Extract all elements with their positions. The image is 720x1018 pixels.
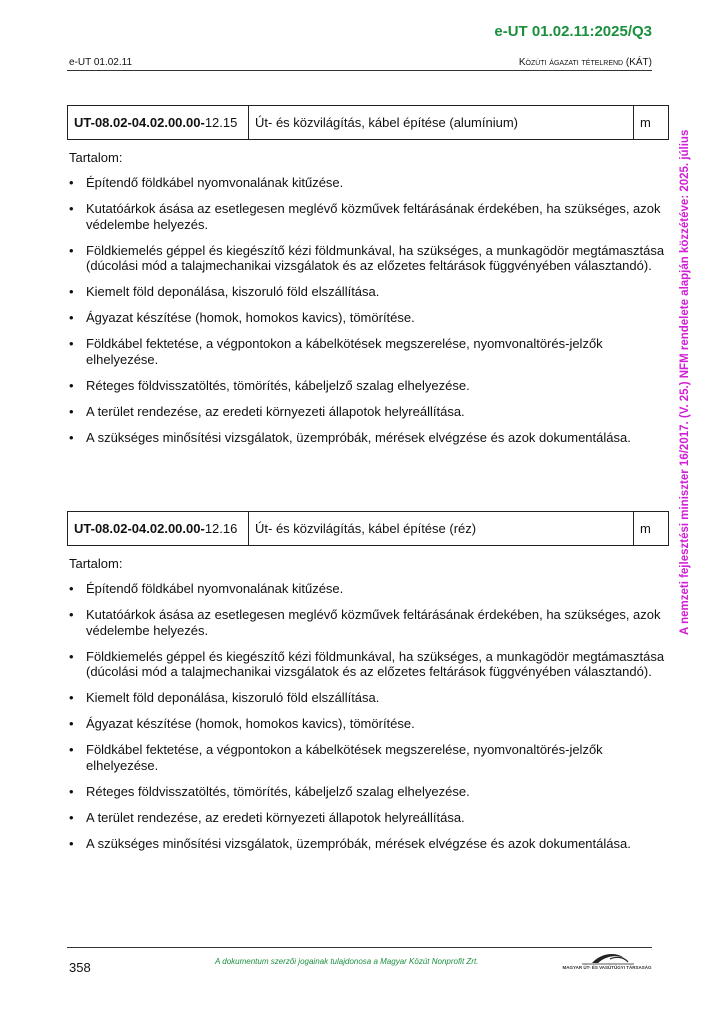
list-item bbox=[67, 690, 666, 706]
item-unit: m bbox=[634, 106, 669, 140]
list-item-text: A szükséges minősítési vizsgálatok, üzempróbák, mérések elvégzése és azok dokumentálása. bbox=[86, 835, 631, 851]
list-item bbox=[67, 201, 666, 232]
item-title: Út- és közvilágítás, kábel építése (réz) bbox=[249, 512, 634, 546]
contents-list bbox=[67, 175, 671, 445]
side-publication-note: A nemzeti fejlesztési miniszter 16/2017. (V. 25.) NFM rendelete alapján közzétéve: 2025. július bbox=[679, 129, 691, 635]
item-code-cell bbox=[68, 512, 249, 546]
bullet-dot-icon: • bbox=[69, 690, 74, 705]
list-item bbox=[67, 742, 666, 773]
list-item-text: A terület rendezése, az eredeti környezeti állapotok helyreállítása. bbox=[86, 403, 465, 419]
running-header-left: e-UT 01.02.11 bbox=[69, 57, 133, 68]
bullet-dot-icon: • bbox=[69, 783, 74, 799]
bullet-dot-icon: • bbox=[69, 607, 74, 622]
logo-label: MAGYAR ÚT- ÉS VASÚTÜGYI TÁRSASÁG bbox=[562, 965, 652, 970]
item-code-cell bbox=[68, 106, 249, 140]
contents-label: Tartalom: bbox=[69, 150, 123, 165]
page-number: 358 bbox=[69, 960, 91, 975]
bullet-dot-icon: • bbox=[69, 742, 74, 757]
item-code-suffix: 12.15 bbox=[204, 115, 238, 130]
bullet-dot-icon: • bbox=[69, 716, 74, 731]
item-title: Út- és közvilágítás, kábel építése (alumínium) bbox=[249, 106, 634, 140]
header-divider bbox=[67, 70, 652, 71]
list-item bbox=[67, 336, 666, 367]
list-item bbox=[67, 649, 666, 680]
list-item bbox=[67, 810, 666, 826]
list-item bbox=[67, 836, 666, 852]
bullet-dot-icon: • bbox=[69, 175, 74, 190]
bullet-dot-icon: • bbox=[69, 242, 74, 258]
list-item bbox=[67, 430, 666, 446]
item-code-suffix: 12.16 bbox=[204, 521, 238, 536]
list-item-text: Földkábel fektetése, a végpontokon a kábelkötések megszerelése, nyomvonaltörés-jelzők elhelyezése. bbox=[86, 336, 603, 367]
bullet-dot-icon: • bbox=[69, 403, 74, 419]
list-item-text: Földkiemelés géppel és kiegészítő kézi földmunkával, ha szükséges, a munkagödör megtámasztása (dúcolási mód a talajmechanikai vizsgálatok és az előzetes feltárások függvényében választandó). bbox=[86, 648, 665, 679]
list-item-text: Réteges földvisszatöltés, tömörítés, kábeljelző szalag elhelyezése. bbox=[86, 377, 470, 393]
list-item-text: Építendő földkábel nyomvonalának kitűzése. bbox=[86, 175, 344, 190]
item-block bbox=[67, 105, 671, 456]
list-item bbox=[67, 607, 666, 638]
list-item bbox=[67, 581, 666, 597]
bullet-dot-icon: • bbox=[69, 310, 74, 325]
running-header-right: Közúti ágazati tételrend (KÁT) bbox=[518, 57, 652, 68]
copyright-notice: A dokumentum szerzői jogainak tulajdonosa a Magyar Közút Nonprofit Zrt. bbox=[215, 957, 479, 966]
bullet-dot-icon: • bbox=[69, 377, 74, 393]
list-item bbox=[67, 404, 666, 420]
list-item-text: Ágyazat készítése (homok, homokos kavics), tömörítése. bbox=[86, 716, 415, 731]
bullet-dot-icon: • bbox=[69, 284, 74, 299]
contents-label: Tartalom: bbox=[69, 556, 123, 571]
bullet-dot-icon: • bbox=[69, 336, 74, 351]
list-item-text: Építendő földkábel nyomvonalának kitűzése. bbox=[86, 581, 344, 596]
list-item-text: Földkábel fektetése, a végpontokon a kábelkötések megszerelése, nyomvonaltörés-jelzők elhelyezése. bbox=[86, 742, 603, 773]
item-unit: m bbox=[634, 512, 669, 546]
item-code-table bbox=[67, 105, 669, 140]
item-code-prefix: UT-08.02-04.02.00.00- bbox=[74, 115, 205, 130]
bullet-dot-icon: • bbox=[69, 835, 74, 851]
list-item-text: Kutatóárkok ásása az esetlegesen meglévő közművek feltárásának érdekében, ha szükséges, azok védelembe helyezés. bbox=[86, 201, 661, 232]
list-item bbox=[67, 175, 666, 191]
bullet-dot-icon: • bbox=[69, 429, 74, 445]
list-item-text: A szükséges minősítési vizsgálatok, üzempróbák, mérések elvégzése és azok dokumentálása. bbox=[86, 429, 631, 445]
contents-list bbox=[67, 581, 671, 851]
footer-divider bbox=[67, 947, 652, 948]
list-item bbox=[67, 284, 666, 300]
bullet-dot-icon: • bbox=[69, 809, 74, 825]
list-item bbox=[67, 243, 666, 274]
item-block bbox=[67, 511, 671, 862]
document-id: e-UT 01.02.11:2025/Q3 bbox=[494, 23, 652, 40]
list-item-text: Ágyazat készítése (homok, homokos kavics), tömörítése. bbox=[86, 310, 415, 325]
item-code-prefix: UT-08.02-04.02.00.00- bbox=[74, 521, 205, 536]
list-item bbox=[67, 310, 666, 326]
list-item-text: A terület rendezése, az eredeti környezeti állapotok helyreállítása. bbox=[86, 809, 465, 825]
list-item-text: Kiemelt föld deponálása, kiszoruló föld elszállítása. bbox=[86, 690, 380, 705]
list-item-text: Földkiemelés géppel és kiegészítő kézi földmunkával, ha szükséges, a munkagödör megtámasztása (dúcolási mód a talajmechanikai vizsgálatok és az előzetes feltárások függvényében választandó). bbox=[86, 242, 665, 273]
list-item-text: Kutatóárkok ásása az esetlegesen meglévő közművek feltárásának érdekében, ha szükséges, azok védelembe helyezés. bbox=[86, 607, 661, 638]
bullet-dot-icon: • bbox=[69, 581, 74, 596]
list-item bbox=[67, 784, 666, 800]
society-logo bbox=[562, 950, 652, 974]
list-item bbox=[67, 716, 666, 732]
list-item-text: Réteges földvisszatöltés, tömörítés, kábeljelző szalag elhelyezése. bbox=[86, 783, 470, 799]
item-code-table bbox=[67, 511, 669, 546]
list-item bbox=[67, 378, 666, 394]
bullet-dot-icon: • bbox=[69, 201, 74, 216]
bullet-dot-icon: • bbox=[69, 648, 74, 664]
society-logo-icon bbox=[562, 950, 652, 966]
list-item-text: Kiemelt föld deponálása, kiszoruló föld elszállítása. bbox=[86, 284, 380, 299]
